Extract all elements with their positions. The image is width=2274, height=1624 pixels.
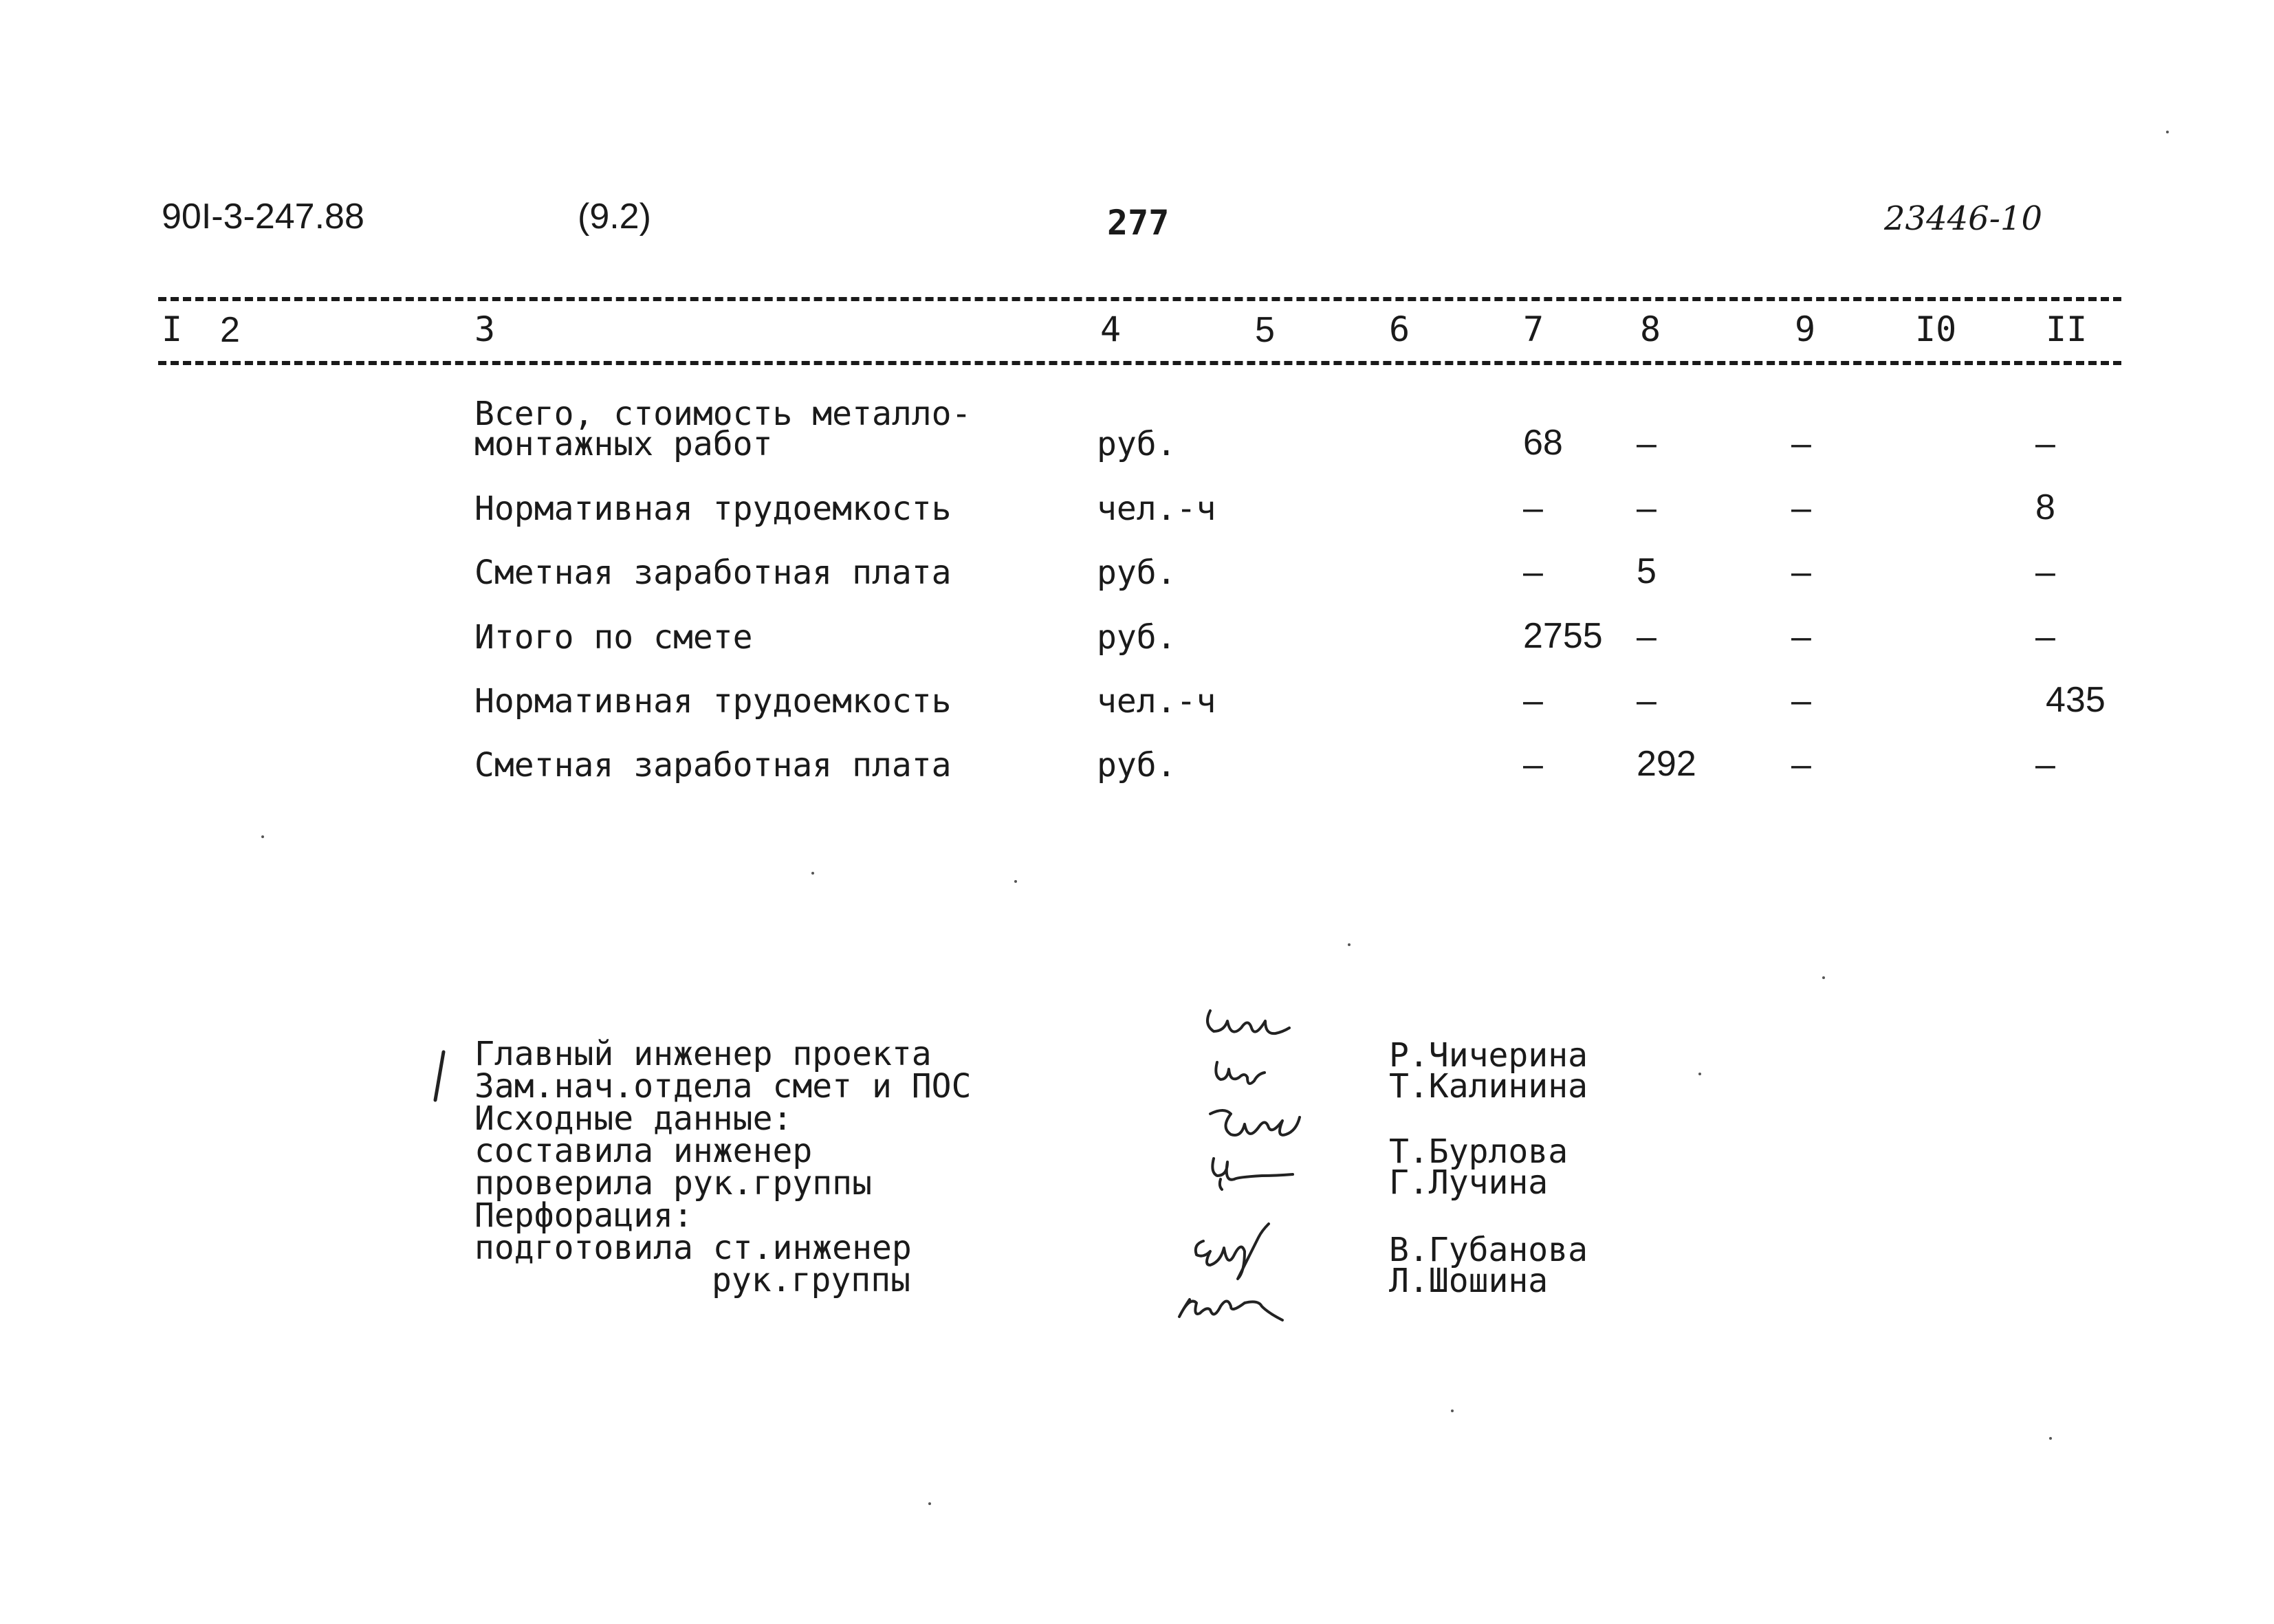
row-col11: – — [2035, 618, 2055, 657]
table-row — [0, 616, 2274, 690]
row-unit: чел.-ч — [1097, 682, 1216, 721]
row-col9: – — [1791, 618, 1811, 657]
row-description: Сметная заработная плата — [474, 746, 952, 784]
row-unit: руб. — [1097, 553, 1177, 592]
row-col9: – — [1791, 425, 1811, 463]
row-description: Нормативная трудоемкость — [474, 490, 952, 528]
role-checked-by: проверила рук.группы — [474, 1164, 872, 1203]
table-row — [0, 397, 2274, 473]
row-unit: чел.-ч — [1097, 490, 1216, 528]
row-description: Нормативная трудоемкость — [474, 682, 952, 721]
table-row — [0, 551, 2274, 625]
handwritten-signatures — [1169, 997, 1389, 1368]
table-row — [0, 744, 2274, 818]
role-source-data: Исходные данные: — [474, 1099, 793, 1138]
row-col11: – — [2035, 746, 2055, 784]
row-col7: 68 — [1523, 423, 1563, 463]
signatory-name: Т.Калинина — [1389, 1067, 1588, 1106]
role-chief-engineer: Главный инженер проекта — [474, 1035, 932, 1073]
row-description: Сметная заработная плата — [474, 553, 952, 592]
row-unit: руб. — [1097, 425, 1177, 463]
row-col7: – — [1523, 553, 1543, 592]
signatory-name: Т.Бурлова — [1389, 1132, 1568, 1171]
row-col8: – — [1637, 490, 1657, 528]
scan-speckle — [1451, 1409, 1454, 1412]
row-col11: 435 — [2046, 680, 2106, 720]
scan-speckle — [2166, 131, 2169, 133]
signatory-name: Г.Лучина — [1389, 1163, 1549, 1202]
section-number: (9.2) — [578, 197, 651, 237]
column-header-5: 5 — [1255, 310, 1275, 350]
column-header-4: 4 — [1100, 309, 1122, 349]
row-description-continued: монтажных работ — [474, 425, 773, 463]
row-col11: 8 — [2035, 487, 2055, 527]
role-group-head: рук.группы — [712, 1261, 910, 1299]
column-header-9: 9 — [1795, 309, 1816, 349]
scan-speckle — [1822, 976, 1825, 979]
scan-speckle — [928, 1502, 931, 1505]
table-row — [0, 487, 2274, 561]
role-perforation: Перфорация: — [474, 1196, 693, 1235]
signatory-name: В.Губанова — [1389, 1231, 1588, 1269]
row-description: Всего, стоимость металло- — [474, 395, 972, 433]
column-header-3: 3 — [474, 309, 496, 349]
row-unit: руб. — [1097, 618, 1177, 657]
row-col11: – — [2035, 553, 2055, 592]
row-col9: – — [1791, 682, 1811, 721]
row-col8: 5 — [1637, 551, 1657, 591]
table-header-bottom-rule — [158, 361, 2121, 365]
row-col9: – — [1791, 553, 1811, 592]
table-row — [0, 680, 2274, 754]
scan-speckle — [261, 835, 264, 838]
column-header-2: 2 — [220, 310, 240, 350]
signature-roles — [474, 1035, 972, 1299]
row-col7: – — [1523, 746, 1543, 784]
role-compiled-by: составила инженер — [474, 1132, 813, 1170]
row-col7: – — [1523, 682, 1543, 721]
row-col9: – — [1791, 490, 1811, 528]
archive-number: 23446-10 — [1884, 199, 2042, 238]
column-header-10: I0 — [1915, 309, 1957, 349]
row-col8: 292 — [1637, 744, 1696, 784]
row-unit: руб. — [1097, 746, 1177, 784]
margin-mark — [430, 1049, 450, 1104]
row-col7: 2755 — [1523, 616, 1603, 656]
role-deputy-head: Зам.нач.отдела смет и ПОС — [474, 1067, 972, 1106]
signatory-name: Р.Чичерина — [1389, 1036, 1588, 1075]
column-header-1: I — [162, 309, 183, 349]
column-header-8: 8 — [1640, 309, 1661, 349]
column-header-6: 6 — [1389, 309, 1410, 349]
row-col8: – — [1637, 618, 1657, 657]
scan-speckle — [1014, 880, 1017, 883]
row-col7: – — [1523, 490, 1543, 528]
row-col8: – — [1637, 682, 1657, 721]
row-col11: – — [2035, 425, 2055, 463]
table-top-rule — [158, 297, 2121, 301]
column-header-11: II — [2046, 309, 2088, 349]
page-number: 277 — [1107, 203, 1170, 243]
row-col8: – — [1637, 425, 1657, 463]
role-prepared-by: подготовила ст.инженер — [474, 1229, 912, 1267]
row-col9: – — [1791, 746, 1811, 784]
signatory-name: Л.Шошина — [1389, 1262, 1549, 1300]
column-header-7: 7 — [1523, 309, 1544, 349]
scan-speckle — [1348, 943, 1351, 946]
scan-speckle — [2049, 1437, 2052, 1440]
document-code: 90I-3-247.88 — [162, 197, 364, 237]
row-description: Итого по смете — [474, 618, 753, 657]
scan-speckle — [811, 872, 814, 875]
scan-speckle — [1698, 1073, 1701, 1075]
